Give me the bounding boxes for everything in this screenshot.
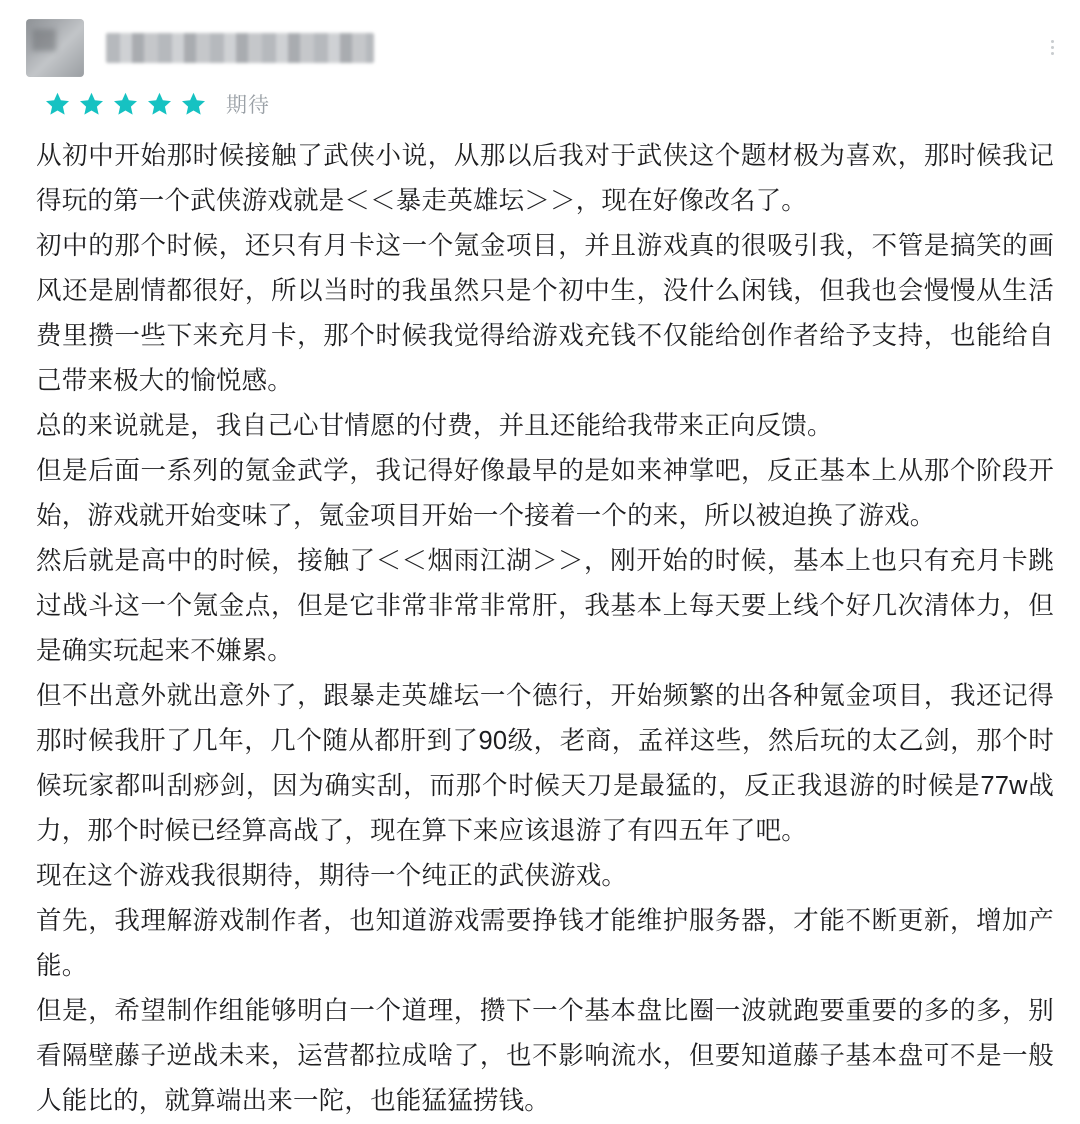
review-paragraph: 现在这个游戏我很期待，期待一个纯正的武侠游戏。 xyxy=(36,862,628,890)
star-icon xyxy=(180,91,207,117)
review-paragraph: 从初中开始那时候接触了武侠小说，从那以后我对于武侠这个题材极为喜欢，那时候我记得玩的第一个武侠游戏就是＜＜暴走英雄坛＞＞，现在好像改名了。 xyxy=(36,142,1054,215)
username-redacted xyxy=(106,33,374,63)
avatar[interactable] xyxy=(26,19,84,77)
star-icon xyxy=(112,91,139,117)
review-header xyxy=(18,0,1062,86)
more-options-icon[interactable] xyxy=(1051,40,1054,55)
review-paragraph: 总的来说就是，我自己心甘情愿的付费，并且还能给我带来正向反馈。 xyxy=(36,412,833,440)
star-icon xyxy=(78,91,105,117)
review-paragraph: 首先，我理解游戏制作者，也知道游戏需要挣钱才能维护服务器，才能不断更新，增加产能。 xyxy=(36,907,1054,980)
rating-row xyxy=(18,82,1062,126)
review-paragraph: 然后就是高中的时候，接触了＜＜烟雨江湖＞＞，刚开始的时候，基本上也只有充月卡跳过战斗这一个氪金点，但是它非常非常非常肝，我基本上每天要上线个好几次清体力，但是确实玩起来不嫌累。 xyxy=(36,547,1054,665)
star-icon xyxy=(44,91,71,117)
rating-label: 期待 xyxy=(226,94,270,117)
review-paragraph: 但是，希望制作组能够明白一个道理，攒下一个基本盘比圈一波就跑要重要的多的多，别看隔壁藤子逆战未来，运营都拉成啥了，也不影响流水，但要知道藤子基本盘可不是一般人能比的，就算端出来一陀，也能猛猛捞钱。 xyxy=(36,997,1054,1115)
review-paragraph: 但是后面一系列的氪金武学，我记得好像最早的是如来神掌吧，反正基本上从那个阶段开始，游戏就开始变味了，氪金项目开始一个接着一个的来，所以被迫换了游戏。 xyxy=(36,457,1054,530)
review-paragraph: 但不出意外就出意外了，跟暴走英雄坛一个德行，开始频繁的出各种氪金项目，我还记得那时候我肝了几年，几个随从都肝到了90级，老商，孟祥这些，然后玩的太乙剑，那个时候玩家都叫刮痧剑，因为确实刮，而那个时候天刀是最猛的，反正我退游的时候是77w战力，那个时候已经算高战了，现在算下来应该退游了有四五年了吧。 xyxy=(36,682,1054,845)
star-icon xyxy=(146,91,173,117)
review-body xyxy=(18,126,1062,1124)
review-paragraph: 初中的那个时候，还只有月卡这一个氪金项目，并且游戏真的很吸引我，不管是搞笑的画风还是剧情都很好，所以当时的我虽然只是个初中生，没什么闲钱，但我也会慢慢从生活费里攒一些下来充月卡，那个时候我觉得给游戏充钱不仅能给创作者给予支持，也能给自己带来极大的愉悦感。 xyxy=(36,232,1054,395)
star-rating[interactable] xyxy=(44,91,207,117)
